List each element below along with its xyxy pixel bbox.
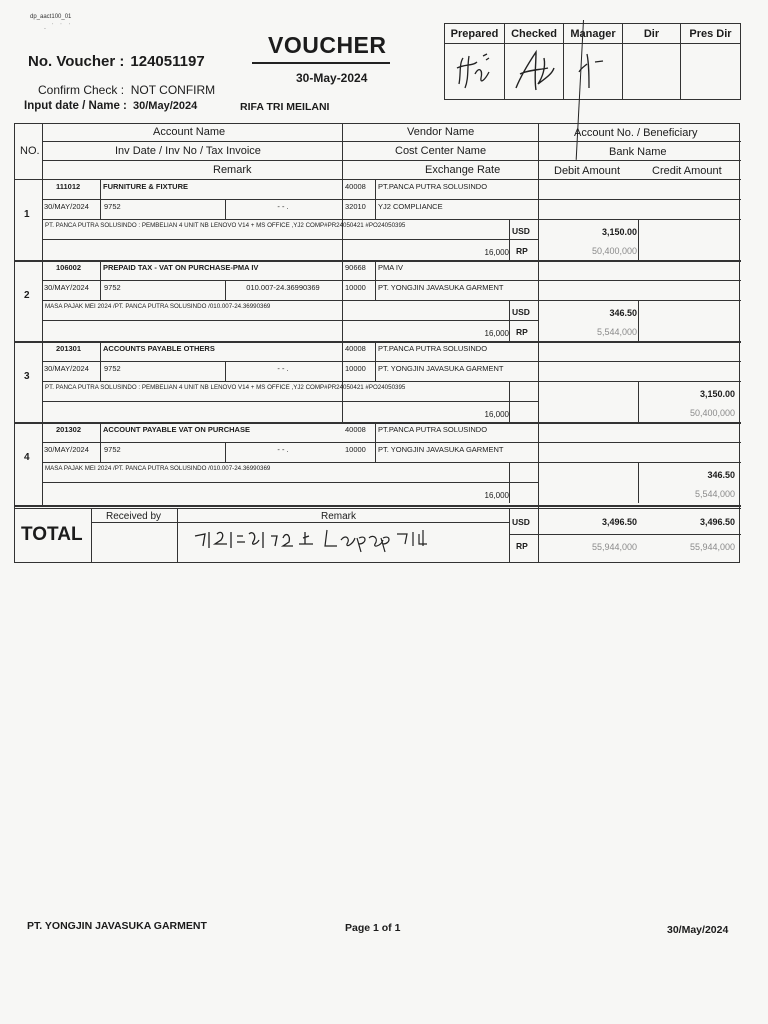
- input-label: Input date / Name :: [24, 100, 127, 112]
- input-name: RIFA TRI MEILANI: [240, 101, 330, 113]
- inv-date: 30/MAY/2024: [44, 445, 89, 454]
- input-date: 30/May/2024: [133, 100, 198, 112]
- signoff-table: [444, 23, 741, 100]
- col-account-beneficiary: Account No. / Beneficiary: [574, 127, 698, 139]
- signature-prepared: [445, 44, 505, 100]
- vendor-name: PMA IV: [378, 263, 404, 272]
- confirm-value: NOT CONFIRM: [130, 83, 216, 97]
- inv-no: 9752: [104, 283, 121, 292]
- cost-center-code: 10000: [345, 283, 366, 292]
- voucher-number-line: [28, 53, 211, 70]
- page-title: VOUCHER: [268, 32, 387, 58]
- col-credit: Credit Amount: [652, 165, 722, 177]
- cost-center-name: PT. YONGJIN JAVASUKA GARMENT: [378, 283, 504, 292]
- col-inv-line: Inv Date / Inv No / Tax Invoice: [115, 145, 261, 157]
- col-account-name: Account Name: [153, 126, 226, 138]
- debit-usd: 346.50: [609, 308, 637, 318]
- cost-center-name: PT. YONGJIN JAVASUKA GARMENT: [378, 445, 504, 454]
- entry-remark: MASA PAJAK MEI 2024 /PT. PANCA PUTRA SOLUSINDO /010.007-24.36990369: [45, 465, 271, 472]
- voucher-date: 30-May-2024: [296, 71, 368, 85]
- debit-rp: 50,400,000: [591, 246, 637, 256]
- signoff-header-prepared: Prepared: [445, 24, 505, 44]
- entry-usd-label: USD: [512, 226, 530, 236]
- col-exchange-rate: Exchange Rate: [425, 164, 501, 176]
- vendor-name: PT.PANCA PUTRA SOLUSINDO: [378, 425, 488, 434]
- cost-center-code: 10000: [345, 364, 366, 373]
- signature-checked: [505, 44, 564, 100]
- total-debit-usd: 3,496.50: [601, 517, 637, 527]
- total-remark-label: Remark: [321, 511, 357, 522]
- inv-no: 9752: [104, 364, 121, 373]
- tax-invoice: - - .: [277, 202, 289, 211]
- entry-no: 1: [24, 209, 30, 220]
- vendor-code: 40008: [345, 344, 366, 353]
- total-label: TOTAL: [21, 524, 83, 545]
- entry-remark: PT. PANCA PUTRA SOLUSINDO : PEMBELIAN 4 UNIT NB LENOVO V14 + MS OFFICE ,YJ2 COMP#PR24050421 #PO24050395: [45, 384, 406, 391]
- account-name: FURNITURE & FIXTURE: [103, 182, 188, 191]
- signoff-header-dir: Dir: [623, 24, 681, 44]
- credit-rp: 5,544,000: [694, 489, 735, 499]
- col-remark: Remark: [213, 164, 252, 176]
- credit-usd: 346.50: [707, 470, 735, 480]
- vendor-name: PT.PANCA PUTRA SOLUSINDO: [378, 182, 488, 191]
- entry-usd-label: USD: [512, 307, 530, 317]
- inv-no: 9752: [104, 202, 121, 211]
- col-debit: Debit Amount: [554, 165, 621, 177]
- account-code: 201302: [56, 425, 82, 434]
- vendor-code: 40008: [345, 182, 366, 191]
- form-code: dp_aact100_01: [30, 14, 72, 20]
- inv-date: 30/MAY/2024: [44, 283, 89, 292]
- col-bank-name: Bank Name: [609, 146, 667, 158]
- footer-company: PT. YONGJIN JAVASUKA GARMENT: [27, 920, 207, 932]
- cost-center-name: PT. YONGJIN JAVASUKA GARMENT: [378, 364, 504, 373]
- input-date-line: [24, 100, 197, 112]
- signoff-header-checked: Checked: [505, 24, 564, 44]
- vendor-code: 90668: [345, 263, 366, 272]
- entry-remark: MASA PAJAK MEI 2024 /PT. PANCA PUTRA SOLUSINDO /010.007-24.36990369: [45, 303, 271, 310]
- voucher-table: [14, 123, 740, 563]
- exchange-rate: 16,000: [484, 491, 509, 500]
- col-no: NO.: [20, 145, 40, 157]
- total-credit-rp: 55,944,000: [689, 542, 735, 552]
- signature-dir: [623, 44, 681, 100]
- account-name: PREPAID TAX - VAT ON PURCHASE-PMA IV: [103, 263, 259, 272]
- account-name: ACCOUNT PAYABLE VAT ON PURCHASE: [103, 425, 250, 434]
- vendor-code: 40008: [345, 425, 366, 434]
- credit-rp: 50,400,000: [689, 408, 735, 418]
- cost-center-code: 32010: [345, 202, 366, 211]
- voucher-number: 124051197: [130, 53, 205, 70]
- footer-page: Page 1 of 1: [345, 922, 401, 934]
- entry-no: 3: [24, 371, 30, 382]
- handwritten-remark: [191, 524, 431, 554]
- account-code: 106002: [56, 263, 82, 272]
- entry-no: 4: [24, 452, 30, 463]
- exchange-rate: 16,000: [484, 329, 509, 338]
- form-marks: . ˙ ˙ ˙: [44, 24, 73, 31]
- signature-pres-dir: [681, 44, 741, 100]
- account-code: 201301: [56, 344, 82, 353]
- footer-date: 30/May/2024: [667, 924, 729, 936]
- entry-no: 2: [24, 290, 30, 301]
- col-vendor-name: Vendor Name: [407, 126, 475, 138]
- inv-date: 30/MAY/2024: [44, 364, 89, 373]
- signature-manager: [564, 44, 623, 100]
- total-debit-rp: 55,944,000: [591, 542, 637, 552]
- signoff-header-pres-dir: Pres Dir: [681, 24, 741, 44]
- total-rp-label: RP: [516, 541, 528, 551]
- received-by-label: Received by: [106, 511, 162, 522]
- account-name: ACCOUNTS PAYABLE OTHERS: [103, 344, 215, 353]
- entry-rp-label: RP: [516, 327, 528, 337]
- cost-center-name: YJ2 COMPLIANCE: [378, 202, 443, 211]
- account-code: 111012: [56, 182, 81, 191]
- cost-center-code: 10000: [345, 445, 366, 454]
- entry-remark: PT. PANCA PUTRA SOLUSINDO : PEMBELIAN 4 UNIT NB LENOVO V14 + MS OFFICE ,YJ2 COMP#PR24050421 #PO24050395: [45, 222, 406, 229]
- tax-invoice: - - .: [277, 364, 289, 373]
- entry-rp-label: RP: [516, 246, 528, 256]
- confirm-label: Confirm Check :: [38, 83, 125, 97]
- exchange-rate: 16,000: [484, 410, 509, 419]
- total-usd-label: USD: [512, 517, 530, 527]
- signoff-header-manager: Manager: [564, 24, 623, 44]
- total-credit-usd: 3,496.50: [699, 517, 735, 527]
- inv-date: 30/MAY/2024: [44, 202, 89, 211]
- col-cost-center: Cost Center Name: [395, 145, 487, 157]
- confirm-check-line: [38, 83, 215, 97]
- debit-rp: 5,544,000: [596, 327, 637, 337]
- title-underline: [252, 62, 390, 64]
- vendor-name: PT.PANCA PUTRA SOLUSINDO: [378, 344, 488, 353]
- debit-usd: 3,150.00: [601, 227, 637, 237]
- tax-invoice: - - .: [277, 445, 289, 454]
- credit-usd: 3,150.00: [699, 389, 735, 399]
- exchange-rate: 16,000: [484, 248, 509, 257]
- tax-invoice: 010.007-24.36990369: [246, 283, 320, 292]
- inv-no: 9752: [104, 445, 121, 454]
- voucher-label: No. Voucher :: [28, 53, 125, 70]
